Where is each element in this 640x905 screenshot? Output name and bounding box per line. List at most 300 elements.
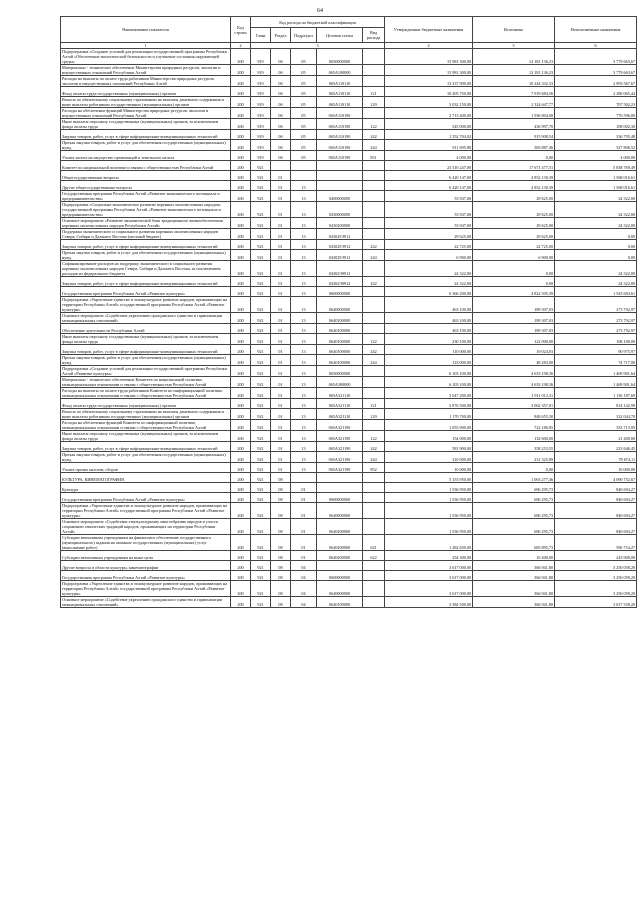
cell-glava: 921 [251, 388, 271, 399]
cell-podrazdel: 13 [291, 297, 317, 313]
cell-unexecuted: 333 713,95 [555, 420, 637, 431]
cell-razdel: 08 [271, 551, 291, 561]
cell-unexecuted: 327 808,52 [555, 140, 637, 151]
table-row [61, 65, 637, 76]
cell-vid: 244 [363, 355, 385, 366]
cell-unexecuted: 322 044,70 [555, 409, 637, 420]
cell-glava: 921 [251, 463, 271, 473]
cell-approved: 6 103 100,00 [385, 377, 473, 388]
cell-glava: 921 [251, 483, 271, 493]
cell-target: 065А110190 [317, 151, 363, 161]
cell-glava: 921 [251, 324, 271, 334]
cell-name: Закупка товаров, работ, услуг в сфере информационно-коммуникационных технологий [61, 130, 231, 140]
cell-unexecuted: 21 400,00 [555, 431, 637, 442]
cell-name: Расходы на выплаты по оплате труда работников Комитета по информационной политике, межнациональным отношениям и связям с общественностью Республики Алтай [61, 388, 231, 399]
cell-glava: 921 [251, 399, 271, 409]
cell-vid: 242 [363, 240, 385, 250]
cell-code: 200 [231, 191, 251, 202]
cell-glava: 921 [251, 442, 271, 452]
cell-approved: 310 000,00 [385, 452, 473, 463]
cell-unexecuted: 840 694,27 [555, 493, 637, 503]
cell-target: 0640100000 [317, 345, 363, 355]
cell-approved: 53 947,00 [385, 191, 473, 202]
cell-unexecuted: 243 900,00 [555, 551, 637, 561]
cell-unexecuted: 2 286 065,44 [555, 87, 637, 97]
cell-name: Уплата прочих налогов, сборов [61, 463, 231, 473]
cell-unexecuted: 776 596,00 [555, 108, 637, 119]
cell-vid [363, 181, 385, 191]
cell-executed: 436 997,70 [473, 119, 555, 130]
cell-unexecuted: 273 792,97 [555, 297, 637, 313]
cell-executed: 10 400,00 [473, 551, 555, 561]
cell-vid: 122 [363, 334, 385, 345]
cell-code: 200 [231, 571, 251, 581]
cell-podrazdel: 13 [291, 409, 317, 420]
cell-razdel: 08 [271, 581, 291, 597]
cell-code: 200 [231, 87, 251, 97]
cell-target: 043025Э912 [317, 229, 363, 240]
cell-code: 200 [231, 551, 251, 561]
cell-approved: 24 322,00 [385, 277, 473, 287]
cell-approved: 29 625,00 [385, 229, 473, 240]
cell-name: Общегосударственные вопросы [61, 171, 231, 181]
cell-glava: 921 [251, 535, 271, 551]
cell-podrazdel: 13 [291, 313, 317, 324]
cell-podrazdel: 05 [291, 151, 317, 161]
cell-approved: 6 420 147,00 [385, 171, 473, 181]
cell-vid [363, 287, 385, 297]
cell-code: 200 [231, 483, 251, 493]
cell-podrazdel: 01 [291, 551, 317, 561]
table-row [61, 334, 637, 345]
table-row [61, 473, 637, 483]
cell-razdel: 08 [271, 483, 291, 493]
cell-target: 0600000000 [317, 287, 363, 297]
cell-razdel: 06 [271, 108, 291, 119]
cell-name: Подпрограмма «Укрепление единства и этнокультурное развитие народов, проживающих на территории Республики Алтай» государственной программы Республики Алтай «Развитие культуры» [61, 581, 231, 597]
table-row [61, 571, 637, 581]
cell-code: 200 [231, 324, 251, 334]
cell-unexecuted: 0,00 [555, 229, 637, 240]
cell-podrazdel: 13 [291, 240, 317, 250]
cell-razdel: 01 [271, 324, 291, 334]
cell-executed: 17 671 477,51 [473, 161, 555, 171]
cell-target: 0640200000 [317, 519, 363, 535]
cell-code: 200 [231, 151, 251, 161]
cell-podrazdel: 04 [291, 561, 317, 571]
cell-razdel: 01 [271, 377, 291, 388]
cell-name: Прочая закупка товаров, работ и услуг для обеспечения государственных (муниципальных) нужд [61, 250, 231, 261]
table-row [61, 561, 637, 571]
cell-target: 0640000000 [317, 503, 363, 519]
cell-name: Закупка товаров, работ, услуг в сфере информационно-коммуникационных технологий [61, 345, 231, 355]
cell-code: 200 [231, 49, 251, 65]
cell-executed: 189 307,03 [473, 297, 555, 313]
cell-podrazdel: 13 [291, 431, 317, 442]
cell-code: 200 [231, 171, 251, 181]
cell-code: 200 [231, 377, 251, 388]
cell-code: 200 [231, 420, 251, 431]
cell-approved: 581 900,00 [385, 442, 473, 452]
cell-executed: 12 181 136,23 [473, 49, 555, 65]
table-row [61, 140, 637, 151]
cell-podrazdel: 05 [291, 130, 317, 140]
cell-target: 065А100000 [317, 65, 363, 76]
cell-approved: 3 876 500,00 [385, 399, 473, 409]
table-row [61, 161, 637, 171]
cell-unexecuted: 3 250 058,20 [555, 581, 637, 597]
cell-approved: 1 170 700,00 [385, 409, 473, 420]
cell-approved: 10 205 750,00 [385, 87, 473, 97]
cell-vid: 122 [363, 431, 385, 442]
cell-razdel: 01 [271, 399, 291, 409]
cell-approved: 2 713 400,00 [385, 108, 473, 119]
cell-approved: 1 252 704,02 [385, 130, 473, 140]
cell-approved: 5 047 200,00 [385, 388, 473, 399]
header-podrazdel: Подраздел [291, 28, 317, 43]
cell-executed: 4 852 130,39 [473, 181, 555, 191]
cell-approved: 1 536 950,00 [385, 519, 473, 535]
cell-razdel: 06 [271, 151, 291, 161]
cell-podrazdel: 13 [291, 191, 317, 202]
header-executed: Исполнено [473, 17, 555, 43]
cell-approved: 123 000,00 [385, 355, 473, 366]
cell-unexecuted: 707 502,23 [555, 97, 637, 108]
cell-executed: 6 900,00 [473, 250, 555, 261]
cell-code: 200 [231, 76, 251, 87]
cell-code: 200 [231, 161, 251, 171]
cell-glava: 921 [251, 313, 271, 324]
cell-unexecuted: 108 100,00 [555, 334, 637, 345]
cell-approved: 15 981 300,00 [385, 65, 473, 76]
cell-glava: 921 [251, 355, 271, 366]
cell-razdel: 01 [271, 297, 291, 313]
cell-name: Закупка товаров, работ, услуг в сфере информационно-коммуникационных технологий [61, 442, 231, 452]
cell-podrazdel: 04 [291, 597, 317, 608]
cell-unexecuted: 840 694,27 [555, 503, 637, 519]
cell-name: Комитет по национальной политике и связям с общественностью Республики Алтай [61, 161, 231, 171]
cell-approved: 230 100,00 [385, 334, 473, 345]
cell-vid [363, 297, 385, 313]
cell-code: 200 [231, 229, 251, 240]
cell-executed: 4 822 505,39 [473, 287, 555, 297]
cell-target: 065А321110 [317, 388, 363, 399]
cell-code: 200 [231, 355, 251, 366]
table-row [61, 202, 637, 218]
column-number: 5 [473, 43, 555, 49]
cell-vid [363, 65, 385, 76]
cell-glava: 921 [251, 420, 271, 431]
cell-glava: 919 [251, 97, 271, 108]
cell-code: 200 [231, 130, 251, 140]
cell-executed: 4 633 198,36 [473, 377, 555, 388]
table-row [61, 493, 637, 503]
cell-executed: 696 295,73 [473, 503, 555, 519]
cell-glava: 921 [251, 261, 271, 277]
cell-name: Государственная программа Республики Алтай «Развитие экономического потенциала и предпринимательства» [61, 191, 231, 202]
header-glava: Глава [251, 28, 271, 43]
cell-podrazdel: 05 [291, 87, 317, 97]
cell-name: Субсидии автономным учреждениям на иные цели [61, 551, 231, 561]
cell-glava: 921 [251, 473, 271, 483]
cell-glava: 921 [251, 297, 271, 313]
cell-glava: 921 [251, 250, 271, 261]
cell-name: Культура [61, 483, 231, 493]
cell-target: 065А321110 [317, 399, 363, 409]
cell-podrazdel: 13 [291, 218, 317, 229]
cell-unexecuted: 814 142,99 [555, 399, 637, 409]
cell-approved: 24 322,00 [385, 261, 473, 277]
table-row [61, 519, 637, 535]
cell-approved: 3 617 000,00 [385, 581, 473, 597]
cell-glava: 921 [251, 409, 271, 420]
table-row [61, 119, 637, 130]
cell-podrazdel: 01 [291, 519, 317, 535]
cell-executed: 231 325,89 [473, 452, 555, 463]
cell-razdel: 06 [271, 140, 291, 151]
table-row [61, 324, 637, 334]
cell-approved: 911 695,98 [385, 140, 473, 151]
cell-name: Закупка товаров, работ, услуг в сфере информационно-коммуникационных технологий [61, 277, 231, 287]
cell-code: 200 [231, 97, 251, 108]
cell-code: 200 [231, 277, 251, 287]
cell-approved: 53 947,00 [385, 202, 473, 218]
cell-code: 200 [231, 561, 251, 571]
table-row [61, 229, 637, 240]
cell-vid: 851 [363, 151, 385, 161]
cell-vid: 129 [363, 97, 385, 108]
cell-executed: 29 625,00 [473, 218, 555, 229]
cell-unexecuted: 24 322,00 [555, 277, 637, 287]
cell-vid: 121 [363, 87, 385, 97]
cell-glava: 921 [251, 597, 271, 608]
cell-name: Основное мероприятие «Развитие экономической базы традиционного жизнеобеспечения коренных малочисленных народов Республики Алтай» [61, 218, 231, 229]
table-row [61, 97, 637, 108]
cell-name: Уплата налога на имущество организаций и земельного налога [61, 151, 231, 161]
cell-approved: 6 103 100,00 [385, 366, 473, 377]
cell-target: 0400000000 [317, 191, 363, 202]
cell-vid: 852 [363, 463, 385, 473]
cell-approved: 15 981 300,00 [385, 49, 473, 65]
table-row [61, 581, 637, 597]
cell-podrazdel: 05 [291, 76, 317, 87]
cell-executed: 0,00 [473, 151, 555, 161]
cell-target: 0640100000 [317, 334, 363, 345]
cell-razdel: 06 [271, 130, 291, 140]
cell-approved: 6 366 200,00 [385, 287, 473, 297]
cell-razdel: 01 [271, 191, 291, 202]
cell-glava: 919 [251, 49, 271, 65]
cell-glava: 919 [251, 151, 271, 161]
cell-podrazdel: 05 [291, 119, 317, 130]
cell-vid [363, 493, 385, 503]
cell-code: 200 [231, 581, 251, 597]
cell-razdel: 01 [271, 313, 291, 324]
cell-podrazdel: 13 [291, 229, 317, 240]
cell-razdel: 06 [271, 87, 291, 97]
cell-executed: 0,00 [473, 261, 555, 277]
cell-executed: 132 600,00 [473, 431, 555, 442]
cell-target [317, 483, 363, 493]
header-code: Код строки [231, 17, 251, 43]
cell-unexecuted: 0,00 [555, 250, 637, 261]
cell-target [317, 161, 363, 171]
column-number: 4 [385, 43, 473, 49]
cell-executed: 366 941,80 [473, 597, 555, 608]
cell-razdel: 01 [271, 287, 291, 297]
cell-name: Подпрограмма «Социально-экономическое развитие коренных малочисленных народов» государственной программы Республики Алтай «Развитие экономического потенциала и предпринимательства» [61, 202, 231, 218]
cell-vid [363, 366, 385, 377]
cell-razdel: 01 [271, 229, 291, 240]
cell-name: Фонд оплаты труда государственных (муниципальных) органов [61, 399, 231, 409]
cell-code: 200 [231, 366, 251, 377]
cell-approved: 5 153 950,00 [385, 473, 473, 483]
table-row [61, 463, 637, 473]
table-row [61, 409, 637, 420]
cell-code: 200 [231, 287, 251, 297]
cell-vid [363, 420, 385, 431]
cell-approved: 3 384 500,00 [385, 597, 473, 608]
cell-target: 0650000000 [317, 366, 363, 377]
budget-execution-table [60, 16, 637, 608]
cell-name: Поддержка экономического и социального развития коренных малочисленных народов Севера, Сибири и Дальнего Востока (местный бюджет) [61, 229, 231, 240]
cell-razdel: 01 [271, 240, 291, 250]
cell-executed: 3 911 012,31 [473, 388, 555, 399]
cell-executed: 10 244 332,33 [473, 76, 555, 87]
cell-target: 065А110110 [317, 76, 363, 87]
cell-vid [363, 161, 385, 171]
cell-vid: 242 [363, 442, 385, 452]
cell-podrazdel: 01 [291, 503, 317, 519]
cell-unexecuted: 4 000,00 [555, 151, 637, 161]
table-row [61, 442, 637, 452]
cell-code: 200 [231, 535, 251, 551]
cell-code: 200 [231, 597, 251, 608]
cell-podrazdel: 05 [291, 49, 317, 65]
cell-executed: 696 295,73 [473, 519, 555, 535]
cell-executed: 583 887,46 [473, 140, 555, 151]
cell-target: 04302Э0912 [317, 277, 363, 287]
cell-target: 0640200000 [317, 535, 363, 551]
cell-executed: 1 936 804,00 [473, 108, 555, 119]
cell-vid: 129 [363, 409, 385, 420]
cell-razdel: 01 [271, 452, 291, 463]
cell-glava: 921 [251, 493, 271, 503]
table-row [61, 345, 637, 355]
header-razdel: Раздел [271, 28, 291, 43]
cell-podrazdel: 04 [291, 581, 317, 597]
cell-glava: 921 [251, 519, 271, 535]
cell-vid [363, 324, 385, 334]
cell-executed: 358 253,55 [473, 442, 555, 452]
cell-glava: 921 [251, 334, 271, 345]
cell-executed: 2 324 647,77 [473, 97, 555, 108]
cell-executed: 7 919 684,56 [473, 87, 555, 97]
cell-target [317, 473, 363, 483]
cell-executed: 29 625,00 [473, 202, 555, 218]
cell-executed: 685 895,73 [473, 535, 555, 551]
cell-podrazdel: 01 [291, 535, 317, 551]
cell-unexecuted: 3 779 663,67 [555, 49, 637, 65]
cell-unexecuted: 24 322,00 [555, 218, 637, 229]
cell-name: Государственная программа Республики Алтай «Развитие культуры» [61, 287, 231, 297]
cell-unexecuted: 3 017 558,20 [555, 597, 637, 608]
cell-executed: 4 852 130,39 [473, 171, 555, 181]
cell-approved: 154 000,00 [385, 431, 473, 442]
cell-approved: 53 947,00 [385, 218, 473, 229]
cell-razdel: 08 [271, 597, 291, 608]
cell-glava: 921 [251, 171, 271, 181]
cell-target: 065А110190 [317, 119, 363, 130]
cell-podrazdel: 13 [291, 420, 317, 431]
cell-target: 065А321190 [317, 431, 363, 442]
cell-vid: 242 [363, 345, 385, 355]
cell-razdel: 01 [271, 355, 291, 366]
cell-name: Основное мероприятие «Содействие этнокультурному многообразию народов и участи сохранению этнических традиций народов, проживающих на территории Республики Алтай» [61, 519, 231, 535]
cell-podrazdel: 13 [291, 355, 317, 366]
cell-approved: 110 000,00 [385, 345, 473, 355]
cell-unexecuted: 74 717,00 [555, 355, 637, 366]
cell-unexecuted: 108 002,30 [555, 119, 637, 130]
cell-target [317, 171, 363, 181]
cell-executed: 19 024,03 [473, 345, 555, 355]
cell-vid [363, 76, 385, 87]
cell-target: 065А321190 [317, 463, 363, 473]
table-row [61, 399, 637, 409]
cell-code: 200 [231, 119, 251, 130]
cell-razdel: 08 [271, 503, 291, 519]
cell-glava: 921 [251, 229, 271, 240]
cell-name: Иные выплаты персоналу государственных (муниципальных) органов, за исключением фонда оплаты труда [61, 334, 231, 345]
cell-target: 065А110190 [317, 130, 363, 140]
cell-code: 200 [231, 493, 251, 503]
table-row [61, 366, 637, 377]
cell-code: 200 [231, 108, 251, 119]
cell-vid [363, 581, 385, 597]
cell-podrazdel: 13 [291, 399, 317, 409]
cell-unexecuted: 1 469 901,64 [555, 377, 637, 388]
cell-unexecuted: 1 543 694,61 [555, 287, 637, 297]
cell-target: 065А110190 [317, 140, 363, 151]
cell-target [317, 181, 363, 191]
cell-unexecuted: 10 000,00 [555, 463, 637, 473]
cell-approved: 10 000,00 [385, 463, 473, 473]
cell-code: 200 [231, 519, 251, 535]
cell-glava: 921 [251, 161, 271, 171]
cell-target: 0640100000 [317, 355, 363, 366]
cell-razdel: 01 [271, 366, 291, 377]
cell-target: 0650000000 [317, 49, 363, 65]
cell-vid: 242 [363, 130, 385, 140]
cell-glava: 921 [251, 287, 271, 297]
cell-executed: 366 941,80 [473, 581, 555, 597]
table-row [61, 240, 637, 250]
cell-vid [363, 108, 385, 119]
cell-target: 065А321190 [317, 442, 363, 452]
cell-podrazdel: 13 [291, 377, 317, 388]
cell-executed: 848 655,30 [473, 409, 555, 420]
cell-glava: 921 [251, 551, 271, 561]
cell-vid [363, 229, 385, 240]
cell-glava: 921 [251, 561, 271, 571]
cell-glava: 921 [251, 581, 271, 597]
cell-razdel: 08 [271, 561, 291, 571]
cell-approved: 4 000,00 [385, 151, 473, 161]
cell-name: Взносы по обязательному социальному страхованию на выплаты денежного содержания и иные выплаты работникам государственных (муниципальных) органов [61, 97, 231, 108]
table-body [61, 49, 637, 608]
cell-target: 0640000000 [317, 581, 363, 597]
cell-code: 200 [231, 503, 251, 519]
